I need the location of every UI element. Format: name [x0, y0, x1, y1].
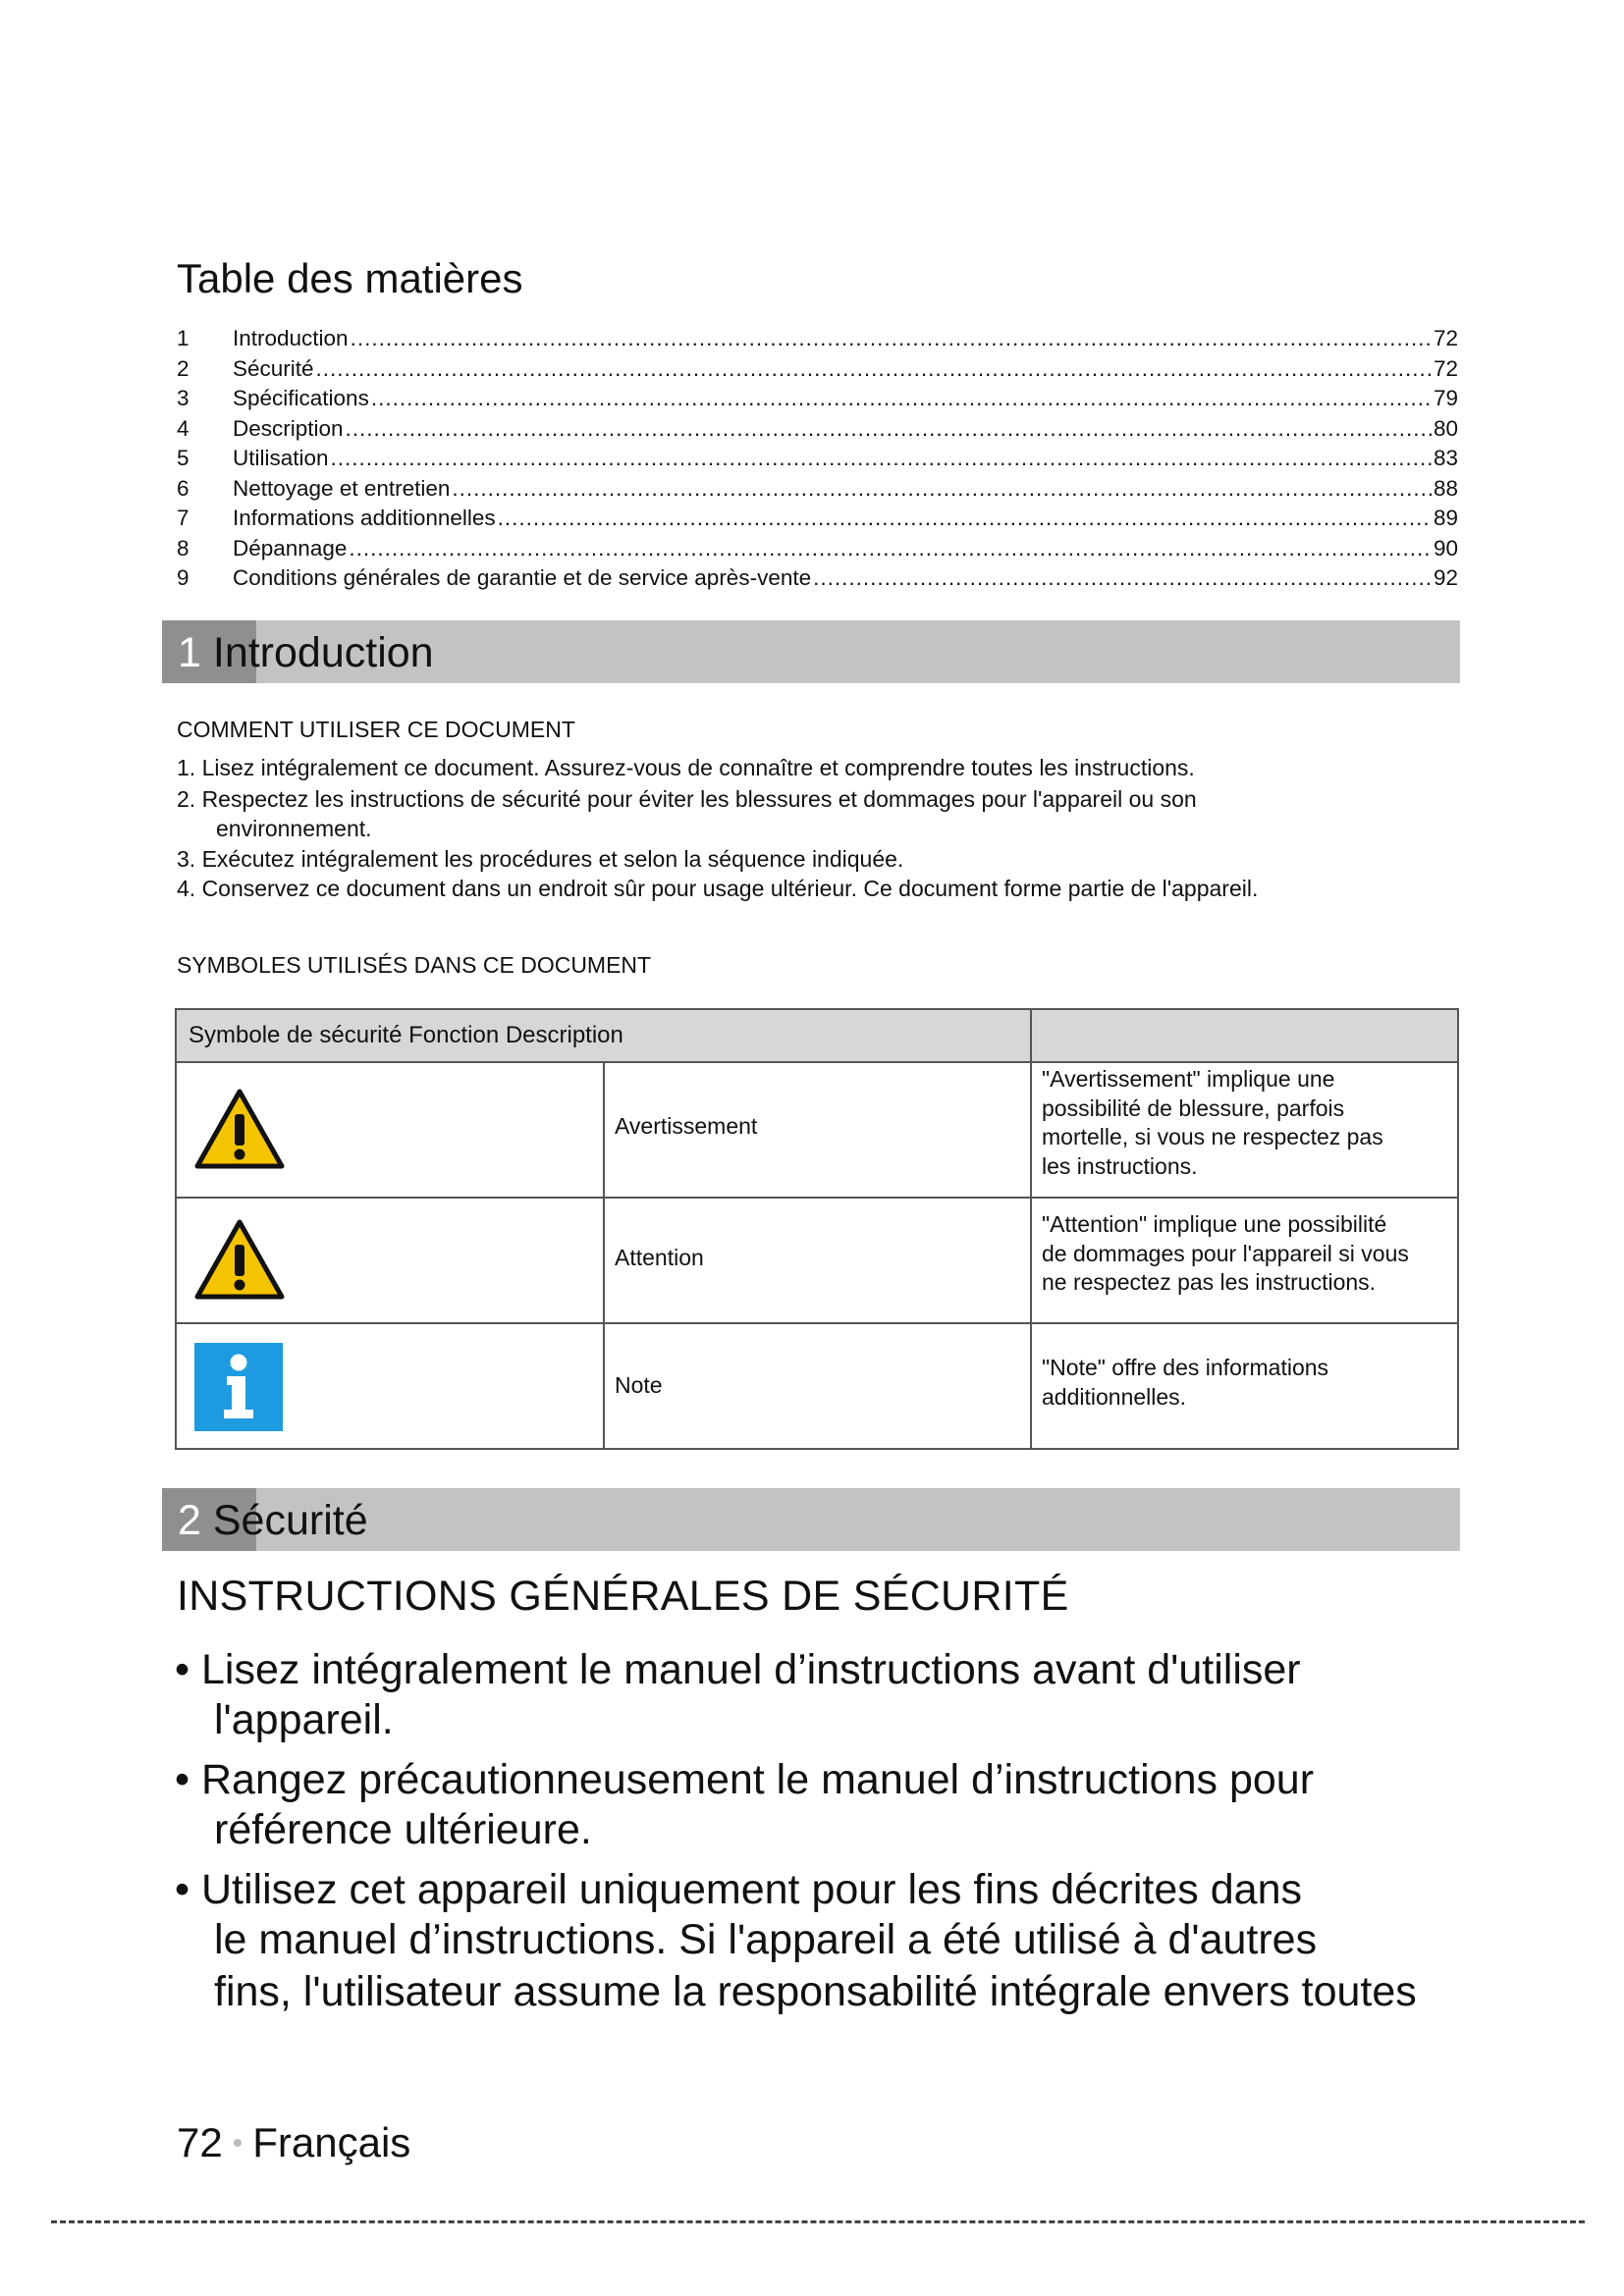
- toc-item-page: 92: [1433, 565, 1458, 590]
- toc-item-page: 88: [1433, 475, 1458, 501]
- toc-item[interactable]: [177, 354, 1458, 385]
- toc-item-page: 79: [1433, 386, 1458, 410]
- toc-item-number: 9: [177, 565, 189, 590]
- toc-item-page: 83: [1433, 446, 1458, 470]
- toc-leader-dots: [351, 324, 1432, 353]
- toc-item-number: 4: [177, 415, 189, 441]
- section-title-text: Introduction: [212, 629, 434, 676]
- toc-leader-dots: [371, 384, 1432, 413]
- toc-item-page: 90: [1433, 535, 1458, 561]
- toc-item-label: Nettoyage et entretien: [233, 475, 451, 501]
- bullet-continuation: fins, l'utilisateur assume la responsabilité intégrale envers toutes: [214, 1968, 1417, 2015]
- toc-item-number: 3: [177, 386, 189, 410]
- bottom-rule: [51, 2220, 1585, 2223]
- symbol-function: Note: [615, 1372, 663, 1398]
- symbol-description: [1042, 1210, 1449, 1298]
- bullet-continuation: référence ultérieure.: [214, 1806, 592, 1853]
- toc-item-number: 1: [177, 326, 189, 350]
- toc-item[interactable]: [177, 324, 1458, 354]
- toc-item-label: Spécifications: [233, 386, 369, 410]
- page-footer: [177, 2117, 410, 2173]
- page-number: 72: [177, 2119, 223, 2165]
- toc-item-label: Sécurité: [233, 355, 314, 381]
- how-to-heading: COMMENT UTILISER CE DOCUMENT: [177, 717, 575, 742]
- warning-triangle-icon: [194, 1089, 285, 1174]
- description-line: "Note" offre des informations: [1042, 1355, 1329, 1380]
- column-divider: [1030, 1010, 1032, 1450]
- toc-item[interactable]: [177, 504, 1458, 534]
- section-bar-introduction: [162, 620, 1460, 683]
- info-icon: [194, 1343, 283, 1436]
- description-line: "Avertissement" implique une: [1042, 1066, 1335, 1092]
- warning-triangle-icon: [194, 1219, 285, 1305]
- toc-item-label: Utilisation: [233, 446, 329, 470]
- toc-item-number: 2: [177, 355, 189, 381]
- toc-item[interactable]: [177, 384, 1458, 414]
- bullet-line: • Lisez intégralement le manuel d’instructions avant d'utiliser: [175, 1646, 1301, 1693]
- safety-heading: INSTRUCTIONS GÉNÉRALES DE SÉCURITÉ: [177, 1573, 1069, 1620]
- toc-item[interactable]: [177, 414, 1458, 445]
- toc-item-number: 8: [177, 535, 189, 561]
- row-divider: [177, 1322, 1457, 1324]
- toc-leader-dots: [316, 354, 1432, 384]
- toc-item-label: Informations additionnelles: [233, 506, 496, 530]
- toc-item[interactable]: [177, 563, 1458, 594]
- step-1: 1. Lisez intégralement ce document. Assurez-vous de connaître et comprendre toutes les instructions.: [177, 755, 1195, 780]
- table-header-text: Symbole de sécurité Fonction Description: [189, 1022, 623, 1048]
- section-bar-security: [162, 1488, 1460, 1551]
- symbol-function: Attention: [615, 1245, 704, 1270]
- description-line: mortelle, si vous ne respectez pas: [1042, 1124, 1383, 1149]
- row-divider: [177, 1197, 1457, 1199]
- column-divider: [603, 1061, 605, 1450]
- section-number: 1: [178, 629, 201, 676]
- toc-item-number: 6: [177, 475, 189, 501]
- toc-item-label: Description: [233, 415, 344, 441]
- symbols-table: [175, 1008, 1459, 1450]
- toc-leader-dots: [349, 534, 1432, 563]
- description-line: de dommages pour l'appareil si vous: [1042, 1240, 1409, 1266]
- toc-item-number: 5: [177, 446, 189, 470]
- footer-separator: •: [232, 2127, 244, 2160]
- bullet-line: • Rangez précautionneusement le manuel d’instructions pour: [175, 1756, 1315, 1803]
- safety-bullets: [175, 1645, 1471, 2038]
- description-line: additionnelles.: [1042, 1383, 1187, 1410]
- footer-language: Français: [252, 2119, 411, 2165]
- toc-item-page: 72: [1433, 326, 1458, 350]
- section-title: [178, 1488, 368, 1553]
- step-4: 4. Conservez ce document dans un endroit sûr pour usage ultérieur. Ce document forme partie de l'appareil.: [177, 876, 1259, 901]
- section-title-text: Sécurité: [212, 1497, 368, 1544]
- description-line: possibilité de blessure, parfois: [1042, 1095, 1345, 1121]
- step-3: 3. Exécutez intégralement les procédures et selon la séquence indiquée.: [177, 846, 904, 872]
- toc-item[interactable]: [177, 534, 1458, 564]
- symbol-description: [1042, 1354, 1449, 1412]
- symbol-description: [1042, 1065, 1449, 1181]
- section-number: 2: [178, 1497, 201, 1544]
- description-line: "Attention" implique une possibilité: [1042, 1211, 1387, 1237]
- symbols-heading: SYMBOLES UTILISÉS DANS CE DOCUMENT: [177, 952, 652, 978]
- description-line: les instructions.: [1042, 1152, 1198, 1179]
- bullet-line: • Utilisez cet appareil uniquement pour les fins décrites dans: [175, 1866, 1302, 1913]
- toc-title: Table des matières: [177, 255, 523, 301]
- toc-item[interactable]: [177, 444, 1458, 474]
- toc-leader-dots: [452, 474, 1432, 504]
- toc-item-page: 80: [1433, 415, 1458, 441]
- toc-item-page: 72: [1433, 355, 1458, 381]
- how-to-steps: [177, 753, 1384, 910]
- bullet-continuation: l'appareil.: [214, 1696, 394, 1743]
- toc-leader-dots: [331, 444, 1432, 473]
- toc-leader-dots: [498, 504, 1432, 533]
- step-2-continued: environnement.: [216, 816, 372, 841]
- table-header: [177, 1010, 1457, 1063]
- section-title: [178, 620, 434, 685]
- symbol-function: Avertissement: [615, 1113, 758, 1139]
- toc-item[interactable]: [177, 474, 1458, 505]
- toc-list: [177, 324, 1458, 594]
- toc-item-label: Dépannage: [233, 535, 348, 561]
- toc-leader-dots: [346, 414, 1432, 444]
- toc-item-number: 7: [177, 506, 189, 530]
- toc-item-label: Conditions générales de garantie et de service après-vente: [233, 565, 812, 590]
- bullet-continuation: le manuel d’instructions. Si l'appareil a été utilisé à d'autres: [214, 1916, 1318, 1963]
- toc-item-label: Introduction: [233, 326, 349, 350]
- description-line: ne respectez pas les instructions.: [1042, 1269, 1377, 1295]
- toc-item-page: 89: [1433, 506, 1458, 530]
- step-2: 2. Respectez les instructions de sécurité pour éviter les blessures et dommages pour l'appareil ou son: [177, 786, 1197, 812]
- toc-leader-dots: [813, 563, 1432, 593]
